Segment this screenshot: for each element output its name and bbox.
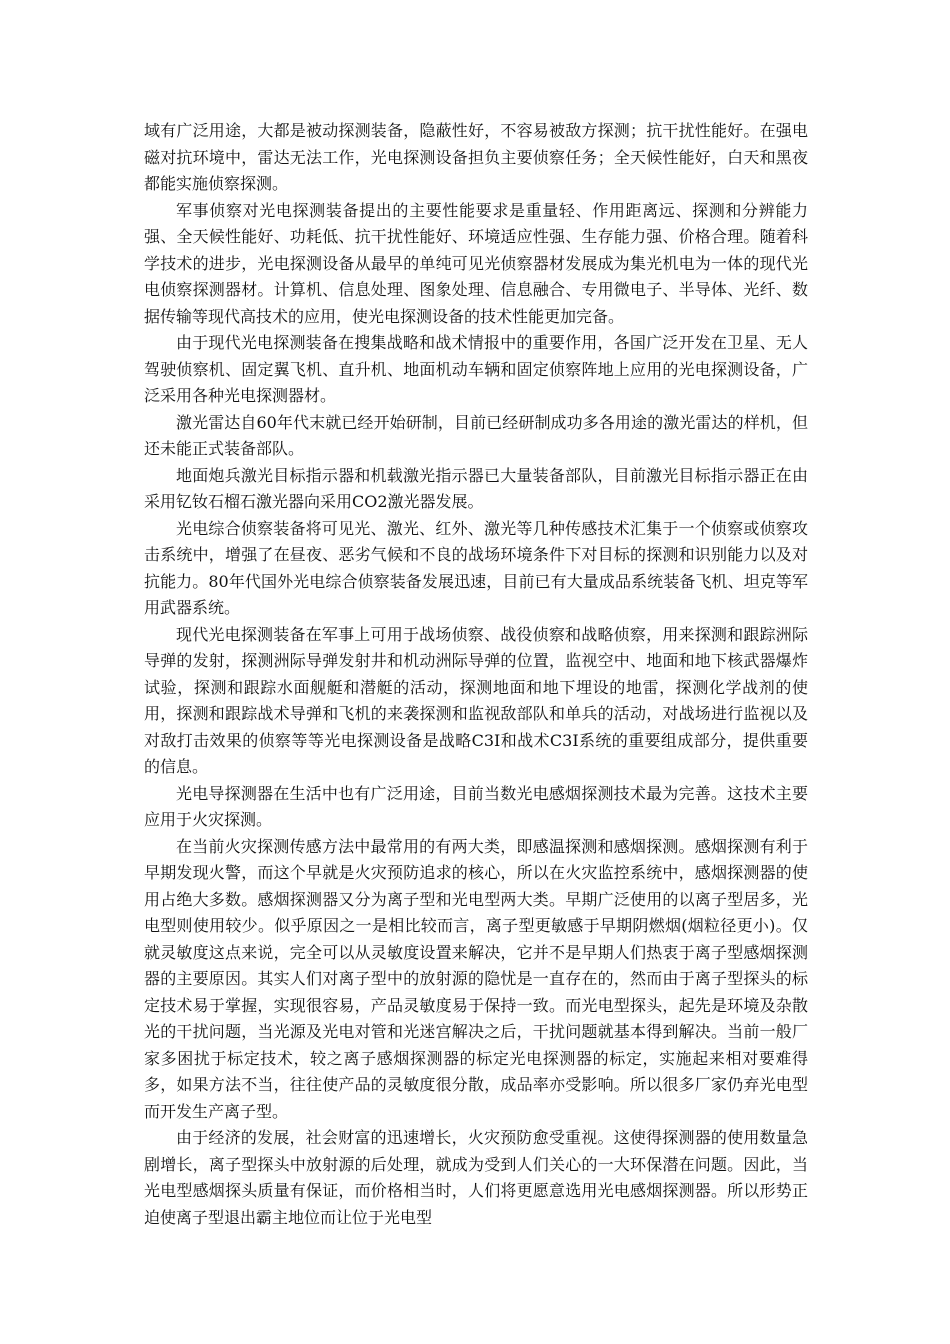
- paragraph: 军事侦察对光电探测装备提出的主要性能要求是重量轻、作用距离远、探测和分辨能力强、全天候性能好、功耗低、抗干扰性能好、环境适应性强、生存能力强、价格合理。随着科学技术的进步，光电探测设备从最早的单纯可见光侦察器材发展成为集光机电为一体的现代光电侦察探测器材。计算机、信息处理、图象处理、信息融合、专用微电子、半导体、光纤、数据传输等现代高技术的应用，使光电探测设备的技术性能更加完备。: [144, 200, 808, 326]
- paragraph: 域有广泛用途，大都是被动探测装备，隐蔽性好，不容易被敌方探测；抗干扰性能好。在强电磁对抗环境中，雷达无法工作，光电探测设备担负主要侦察任务；全天候性能好，白天和黑夜都能实施侦察探测。: [144, 121, 808, 193]
- paragraph: 地面炮兵激光目标指示器和机载激光指示器已大量装备部队，目前激光目标指示器正在由采用钇钕石榴石激光器向采用CO2激光器发展。: [144, 465, 808, 511]
- paragraph: 激光雷达自60年代末就已经开始研制，目前已经研制成功多各用途的激光雷达的样机，但还未能正式装备部队。: [144, 412, 808, 458]
- paragraph: 由于经济的发展，社会财富的迅速增长，火灾预防愈受重视。这使得探测器的使用数量急剧增长，离子型探头中放射源的后处理，就成为受到人们关心的一大环保潜在问题。因此，当光电型感烟探头质量有保证，而价格相当时，人们将更愿意选用光电感烟探测器。所以形势正迫使离子型退出霸主地位而让位于光电型: [144, 1128, 808, 1227]
- paragraph: 由于现代光电探测装备在搜集战略和战术情报中的重要作用，各国广泛开发在卫星、无人驾驶侦察机、固定翼飞机、直升机、地面机动车辆和固定侦察阵地上应用的光电探测设备，广泛采用各种光电探测器材。: [144, 333, 808, 405]
- paragraph: 现代光电探测装备在军事上可用于战场侦察、战役侦察和战略侦察，用来探测和跟踪洲际导弹的发射，探测洲际导弹发射井和机动洲际导弹的位置，监视空中、地面和地下核武器爆炸试验，探测和跟踪水面舰艇和潜艇的活动，探测地面和地下埋设的地雷，探测化学战剂的使用，探测和跟踪战术导弹和飞机的来袭探测和监视敌部队和单兵的活动，对战场进行监视以及对敌打击效果的侦察等等光电探测设备是战略C3I和战术C3I系统的重要组成部分，提供重要的信息。: [144, 624, 808, 776]
- document-page: [144, 118, 808, 1231]
- paragraph: 在当前火灾探测传感方法中最常用的有两大类，即感温探测和感烟探测。感烟探测有利于早期发现火警，而这个早就是火灾预防追求的核心，所以在火灾监控系统中，感烟探测器的使用占绝大多数。感烟探测器又分为离子型和光电型两大类。早期广泛使用的以离子型居多，光电型则使用较少。似乎原因之一是相比较而言，离子型更敏感于早期阴燃烟(烟粒径更小)。仅就灵敏度这点来说，完全可以从灵敏度设置来解决，它并不是早期人们热衷于离子型感烟探测器的主要原因。其实人们对离子型中的放射源的隐忧是一直存在的，然而由于离子型探头的标定技术易于掌握，实现很容易，产品灵敏度易于保持一致。而光电型探头，起先是环境及杂散光的干扰问题，当光源及光电对管和光迷宫解决之后，干扰问题就基本得到解决。当前一般厂家多困扰于标定技术，较之离子感烟探测器的标定光电探测器的标定，实施起来相对要难得多，如果方法不当，往往使产品的灵敏度很分散，成品率亦受影响。所以很多厂家仍弃光电型而开发生产离子型。: [144, 836, 808, 1121]
- paragraph: 光电综合侦察装备将可见光、激光、红外、激光等几种传感技术汇集于一个侦察或侦察攻击系统中，增强了在昼夜、恶劣气候和不良的战场环境条件下对目标的探测和识别能力以及对抗能力。80年代国外光电综合侦察装备发展迅速，目前已有大量成品系统装备飞机、坦克等军用武器系统。: [144, 518, 808, 617]
- paragraph: 光电导探测器在生活中也有广泛用途，目前当数光电感烟探测技术最为完善。这技术主要应用于火灾探测。: [144, 783, 808, 829]
